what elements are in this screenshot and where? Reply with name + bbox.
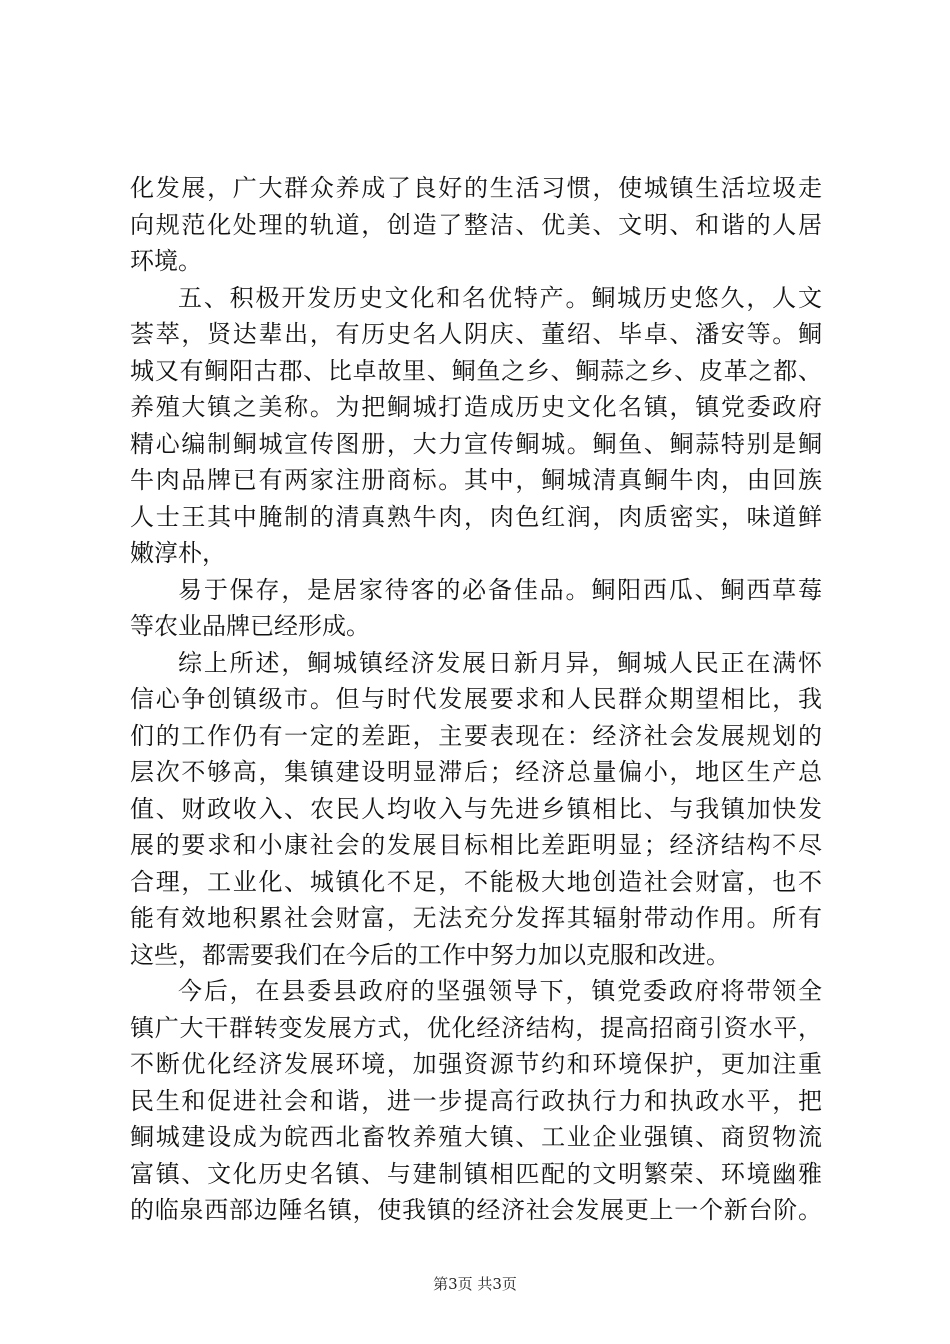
text-line: 化发展，广大群众养成了良好的生活习惯，使城镇生活垃圾走 (130, 174, 822, 202)
text-line: 富镇、文化历史名镇、与建制镇相匹配的文明繁荣、环境幽雅 (130, 1159, 822, 1188)
text-line: 精心编制鲖城宣传图册，大力宣传鲖城。鲖鱼、鲖蒜特别是鲖 (130, 429, 822, 458)
text-line: 五、积极开发历史文化和名优特产。鲖城历史悠久，人文 (178, 283, 822, 312)
text-line: 层次不够高，集镇建设明显滞后；经济总量偏小，地区生产总 (130, 758, 822, 786)
text-line: 等农业品牌已经形成。 (130, 612, 370, 640)
text-line: 嫩淳朴， (130, 539, 226, 567)
text-line: 易于保存，是居家待客的必备佳品。鲖阳西瓜、鲖西草莓 (178, 575, 822, 604)
text-line: 牛肉品牌已有两家注册商标。其中，鲖城清真鲖牛肉，由回族 (130, 466, 822, 494)
text-line: 今后，在县委县政府的坚强领导下，镇党委政府将带领全 (178, 977, 822, 1005)
text-line: 展的要求和小康社会的发展目标相比差距明显；经济结构不尽 (130, 831, 822, 859)
text-line: 民生和促进社会和谐，进一步提高行政执行力和执政水平，把 (130, 1086, 822, 1115)
text-line: 这些，都需要我们在今后的工作中努力加以克服和改进。 (130, 940, 730, 969)
text-line: 不断优化经济发展环境，加强资源节约和环境保护，更加注重 (130, 1050, 822, 1078)
text-line: 合理，工业化、城镇化不足，不能极大地创造社会财富，也不 (130, 867, 822, 896)
text-line: 值、财政收入、农民人均收入与先进乡镇相比、与我镇加快发 (130, 794, 822, 823)
text-line: 们的工作仍有一定的差距，主要表现在：经济社会发展规划的 (130, 721, 822, 750)
text-line: 向规范化处理的轨道，创造了整洁、优美、文明、和谐的人居 (130, 210, 822, 239)
text-line: 镇广大干群转变发展方式，优化经济结构，提高招商引资水平， (130, 1013, 822, 1042)
text-line: 荟萃，贤达辈出，有历史名人阴庆、董绍、毕卓、潘安等。鲖 (130, 320, 822, 348)
text-line: 能有效地积累社会财富，无法充分发挥其辐射带动作用。所有 (130, 904, 822, 932)
text-line: 养殖大镇之美称。为把鲖城打造成历史文化名镇，镇党委政府 (130, 393, 822, 421)
text-line: 的临泉西部边陲名镇，使我镇的经济社会发展更上一个新台阶。 (130, 1196, 822, 1224)
text-line: 综上所述，鲖城镇经济发展日新月异，鲖城人民正在满怀 (178, 648, 822, 677)
text-line: 鲖城建设成为皖西北畜牧养殖大镇、工业企业强镇、商贸物流 (130, 1123, 822, 1151)
text-line: 人士王其中腌制的清真熟牛肉，肉色红润，肉质密实，味道鲜 (130, 502, 822, 531)
page-number-footer: 第3页 共3页 (433, 1275, 517, 1293)
document-body (130, 170, 822, 1229)
text-line: 信心争创镇级市。但与时代发展要求和人民群众期望相比，我 (130, 685, 822, 713)
text-line: 城又有鲖阳古郡、比卓故里、鲖鱼之乡、鲖蒜之乡、皮革之都、 (130, 356, 822, 385)
text-line: 环境。 (130, 247, 202, 275)
